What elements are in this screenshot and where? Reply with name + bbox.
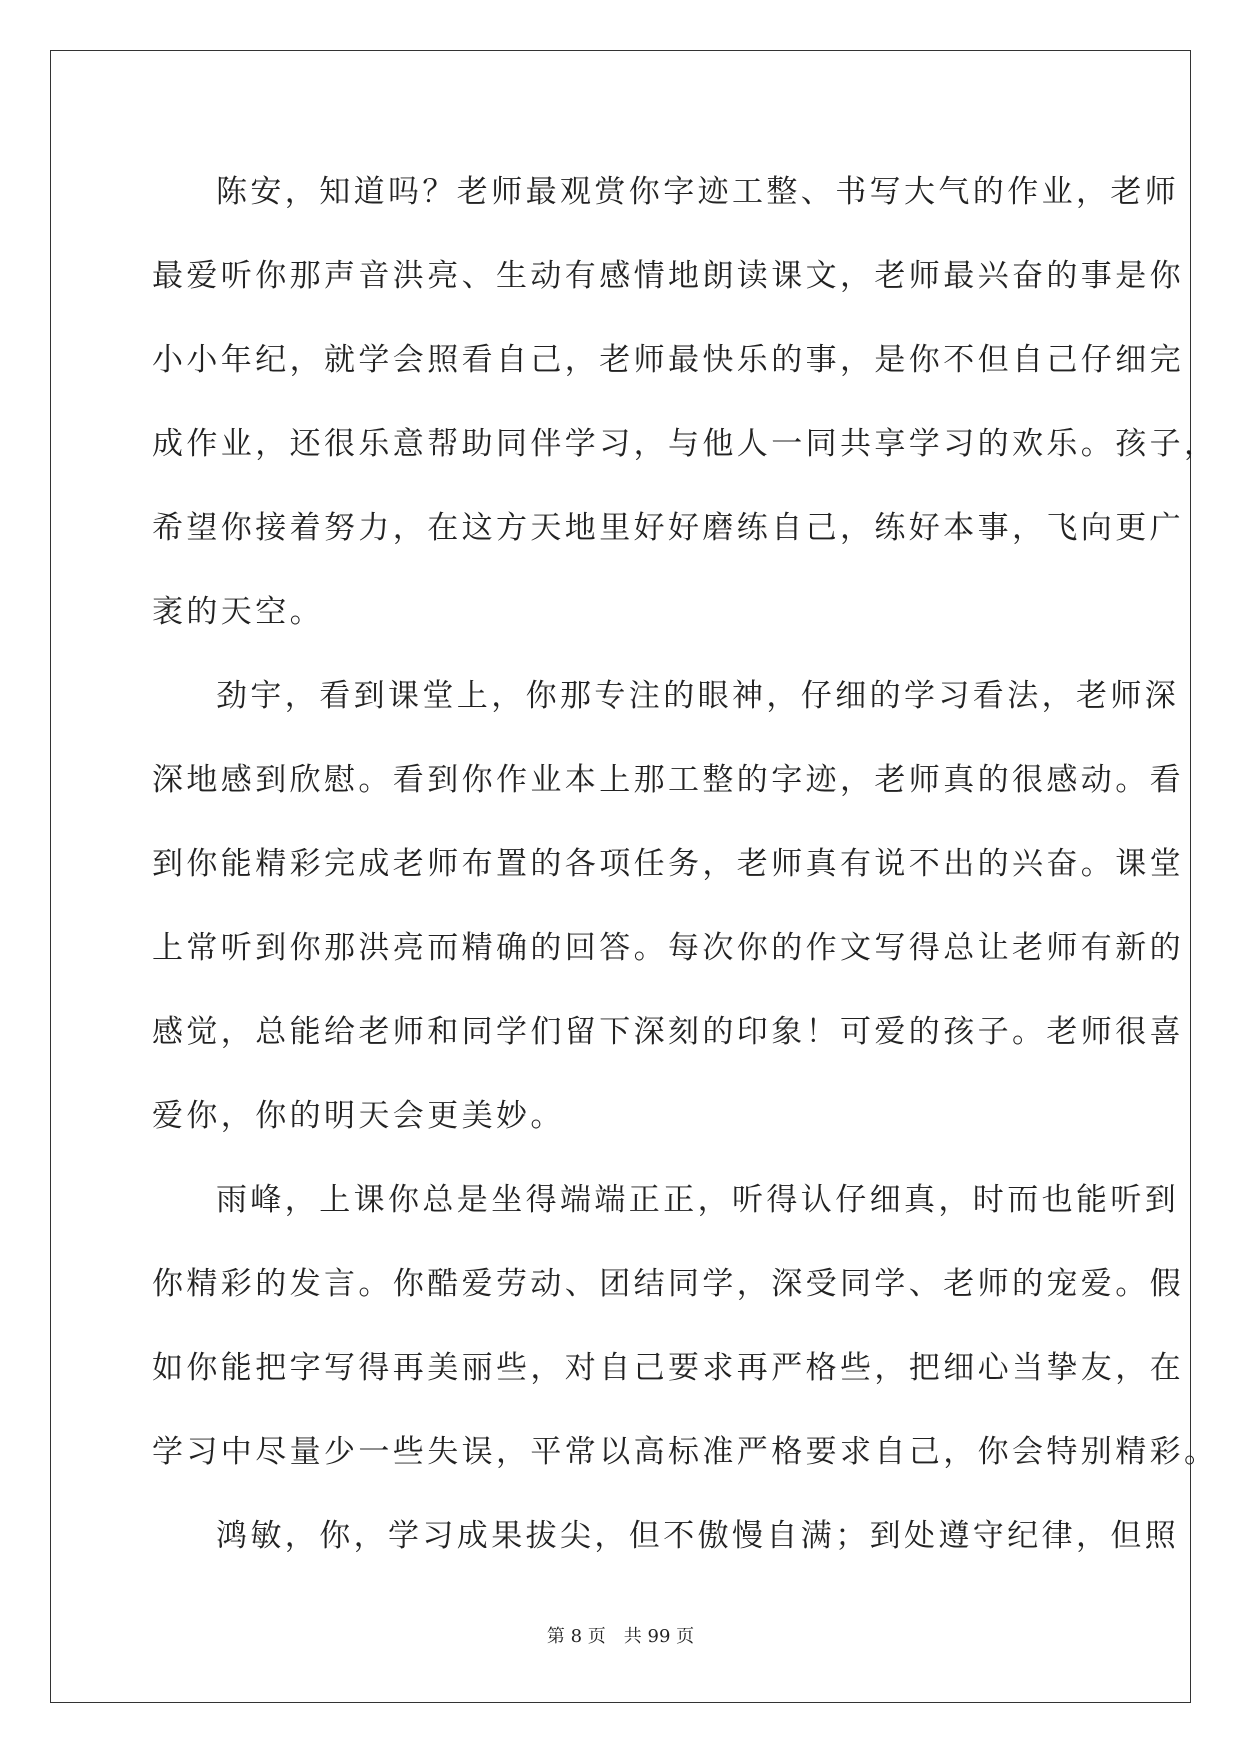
- page-footer: [0, 1622, 1241, 1648]
- text-line: 鸿敏，你，学习成果拔尖，但不傲慢自满；到处遵守纪律，但照: [216, 1518, 1180, 1554]
- text-line: 陈安，知道吗？老师最观赏你字迹工整、书写大气的作业，老师: [216, 174, 1180, 210]
- text-line: 学习中尽量少一些失误，平常以高标准严格要求自己，你会特别精彩。: [152, 1434, 1219, 1470]
- text-line: 劲宇，看到课堂上，你那专注的眼神，仔细的学习看法，老师深: [216, 678, 1180, 714]
- page-total: 共 99 页: [623, 1626, 695, 1647]
- text-line: 上常听到你那洪亮而精确的回答。每次你的作文写得总让老师有新的: [152, 930, 1184, 966]
- text-line: 小小年纪，就学会照看自己，老师最快乐的事，是你不但自己仔细完: [152, 342, 1184, 378]
- document-body: [152, 157, 1219, 1585]
- text-line: 成作业，还很乐意帮助同伴学习，与他人一同共享学习的欢乐。孩子，: [152, 426, 1219, 462]
- text-line: 最爱听你那声音洪亮、生动有感情地朗读课文，老师最兴奋的事是你: [152, 258, 1184, 294]
- text-line: 爱你，你的明天会更美妙。: [152, 1098, 565, 1134]
- text-line: 如你能把字写得再美丽些，对自己要求再严格些，把细心当挚友，在: [152, 1350, 1184, 1386]
- text-line: 到你能精彩完成老师布置的各项任务，老师真有说不出的兴奋。课堂: [152, 846, 1184, 882]
- text-line: 希望你接着努力，在这方天地里好好磨练自己，练好本事，飞向更广: [152, 510, 1184, 546]
- page-number: 第 8 页: [546, 1626, 606, 1647]
- text-line: 袤的天空。: [152, 594, 324, 630]
- text-line: 你精彩的发言。你酷爱劳动、团结同学，深受同学、老师的宠爱。假: [152, 1266, 1184, 1302]
- text-line: 深地感到欣慰。看到你作业本上那工整的字迹，老师真的很感动。看: [152, 762, 1184, 798]
- text-line: 雨峰，上课你总是坐得端端正正，听得认仔细真，时而也能听到: [216, 1182, 1180, 1218]
- text-line: 感觉，总能给老师和同学们留下深刻的印象！可爱的孩子。老师很喜: [152, 1014, 1184, 1050]
